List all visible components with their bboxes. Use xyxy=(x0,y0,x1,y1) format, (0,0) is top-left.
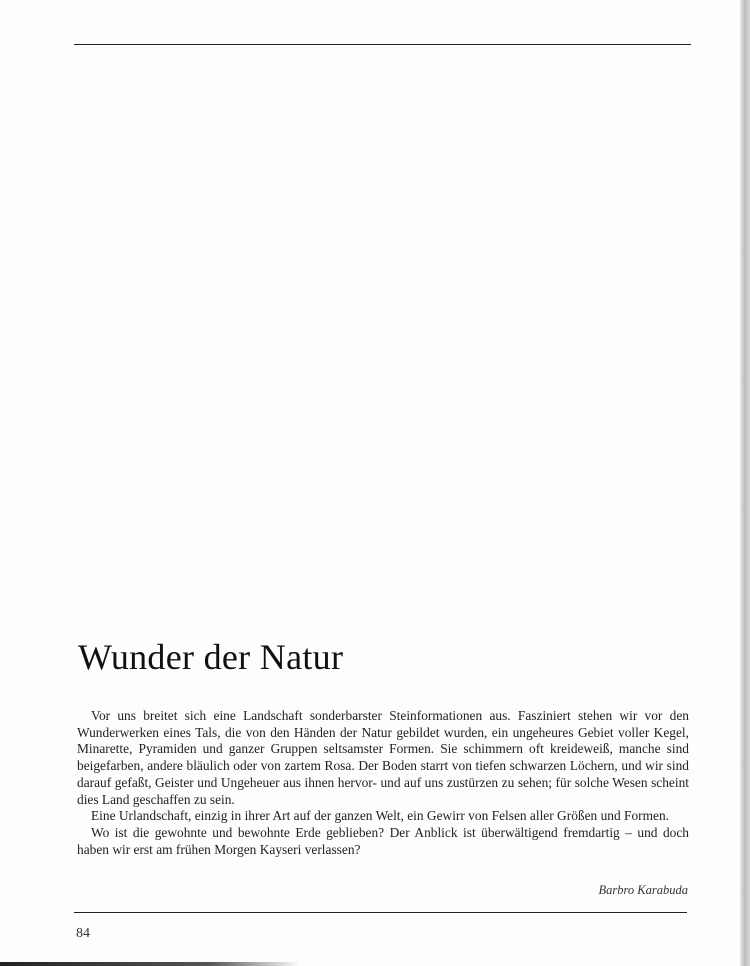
page-edge xyxy=(740,0,750,966)
article-title: Wunder der Natur xyxy=(78,637,344,677)
bottom-rule xyxy=(74,912,687,913)
scan-shadow xyxy=(0,962,300,966)
author-signature: Barbro Karabuda xyxy=(598,883,688,897)
article-body xyxy=(77,708,689,858)
top-rule xyxy=(74,44,691,45)
paragraph: Wo ist die gewohnte und bewohnte Erde geblieben? Der Anblick ist überwältigend fremdartig – und doch haben wir erst am frühen Morgen Kayseri verlassen? xyxy=(77,824,689,857)
paragraph: Vor uns breitet sich eine Landschaft sonderbarster Steinformationen aus. Fasziniert stehen wir vor den Wunderwerken eines Tals, die von den Händen der Natur gebildet wurden, ein ungeheures Gebiet voller Kegel, Minarette, Pyramiden und ganzer Gruppen seltsamster Formen. Sie schimmern oft kreideweiß, manche sind beigefarben, andere bläulich oder von zartem Rosa. Der Boden starrt von tiefen schwarzen Löchern, und wir sind darauf gefaßt, Geister und Ungeheuer aus ihnen hervor- und auf uns zustürzen zu sehen; für solche Wesen scheint dies Land geschaffen zu sein. xyxy=(77,708,689,807)
paragraph: Eine Urlandschaft, einzig in ihrer Art auf der ganzen Welt, ein Gewirr von Felsen aller Größen und Formen. xyxy=(91,808,670,824)
page-number: 84 xyxy=(76,926,90,941)
